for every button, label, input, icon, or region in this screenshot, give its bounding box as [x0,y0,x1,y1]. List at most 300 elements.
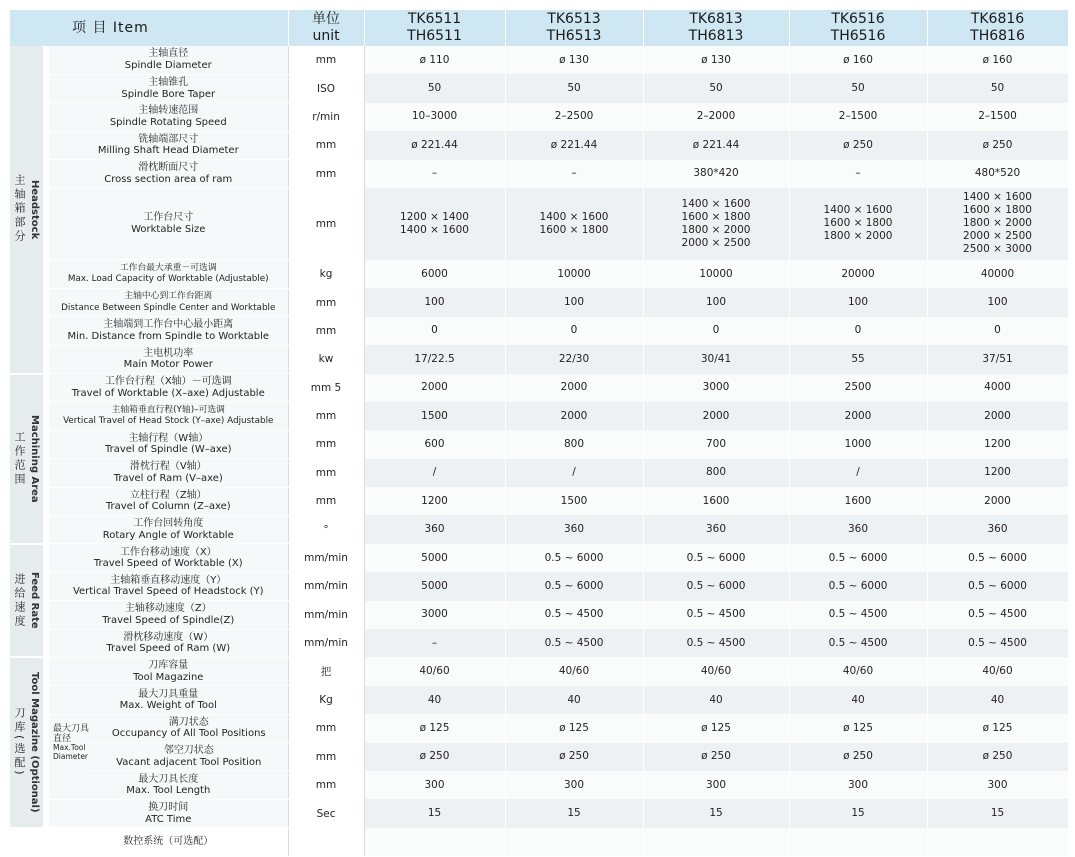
value-cell: 300 [364,771,505,799]
row-unit: mm [288,188,364,260]
value-cell: 1200 [364,487,505,515]
row-unit: Sec [288,799,364,827]
row-label-cn: 主轴端到工作台中心最小距离 [103,319,234,331]
value-line: 1600 × 1800 [539,223,609,236]
value-cell: ø 125 [789,714,927,742]
row-unit: mm [288,714,364,742]
value-cell: 40 [789,686,927,714]
value-cell: ø 130 [643,46,789,74]
value-cell: 1600 [643,487,789,515]
value-line: 1400 × 1600 [681,197,751,210]
value-cell: 100 [364,288,505,316]
row-label [46,288,288,316]
row-label-en: Occupancy of All Tool Positions [111,728,266,740]
spec-row [10,771,1068,799]
group-label-cn: 刀库(选配) [13,707,26,778]
row-label-en: ATC Time [145,813,192,825]
value-cell: ø 221.44 [364,131,505,159]
row-unit: mm [288,743,364,771]
value-cell: 1600 [789,487,927,515]
row-label [46,686,288,714]
row-label-cn: 邻空刀状态 [163,745,214,757]
model-code: TK6516 [831,11,885,27]
row-unit: mm [288,771,364,799]
row-label-en: Vertical Travel of Head Stock (Y–axe) Adjustable [63,416,274,427]
row-unit: mm [288,459,364,487]
value-cell [505,188,643,260]
spec-row [10,46,1068,74]
group-label [10,415,43,503]
spec-row [10,288,1068,316]
value-cell: 0.5 ~ 6000 [643,544,789,572]
row-unit: 把 [288,657,364,685]
row-unit: mm [288,46,364,74]
value-cell: – [789,160,927,188]
value-cell: ø 130 [505,46,643,74]
value-line: 1600 × 1800 [681,210,751,223]
row-label-en: Min. Distance from Spindle to Worktable [67,330,270,342]
row-label [46,402,288,430]
spec-row [10,487,1068,515]
row-label-en: Vertical Travel Speed of Headstock (Y) [72,586,264,598]
spec-table [10,10,1069,857]
value-line: 1400 × 1600 [400,223,469,236]
value-cell: – [364,160,505,188]
value-cell: 15 [505,799,643,827]
value-cell: 300 [927,771,1068,799]
row-unit: mm 5 [288,374,364,402]
group-label-cn: 进给速度 [13,572,26,629]
model-code: TH6816 [970,28,1025,44]
row-unit: mm [288,487,364,515]
value-cell: 40/60 [643,657,789,685]
header-row [10,10,1068,46]
model-code: TH6513 [546,28,602,44]
row-label-en: Travel of Column (Z–axe) [105,501,231,513]
spec-row [10,459,1068,487]
value-cell [927,828,1068,856]
value-cell: 2000 [505,374,643,402]
row-label [46,771,288,799]
value-cell: 0.5 ~ 4500 [927,601,1068,629]
model-header [789,10,927,46]
spec-row [10,345,1068,373]
model-header [505,10,643,46]
spec-row [10,686,1068,714]
row-label-en: Spindle Bore Taper [121,88,216,100]
model-code: TK6513 [547,11,601,27]
value-cell: ø 250 [643,743,789,771]
value-cell: 15 [927,799,1068,827]
value-cell: 0.5 ~ 6000 [927,572,1068,600]
row-label [46,544,288,572]
row-unit: mm [288,288,364,316]
row-label-cn: 主轴移动速度（Z） [124,603,212,615]
row-label-cn: 工作台行程（X轴）－可选调 [104,376,232,388]
spec-row [10,714,1068,742]
row-label-cn: 滑枕行程（V轴） [129,461,207,473]
value-cell: / [789,459,927,487]
row-label-cn: 主轴转速范围 [138,105,199,117]
value-cell: 50 [364,74,505,102]
row-label-cn: 刀库容量 [148,660,189,672]
row-label-cn: 工作台最大承重－可选调 [119,262,217,273]
row-label-en: Spindle Diameter [124,59,212,71]
value-cell: 17/22.5 [364,345,505,373]
value-cell: ø 110 [364,46,505,74]
value-cell: 2000 [789,402,927,430]
value-cell: ø 125 [927,714,1068,742]
row-label-cn: 工作台移动速度（X） [119,546,217,558]
row-label-cn: 主轴箱垂直行程(Y轴)–可选调 [111,404,225,415]
spec-row [10,544,1068,572]
value-cell: 15 [364,799,505,827]
value-cell: 0 [789,317,927,345]
value-cell: 0.5 ~ 6000 [927,544,1068,572]
model-code: TH6511 [407,28,462,44]
value-cell: 40 [505,686,643,714]
value-cell: 3000 [364,601,505,629]
value-cell: 2–1500 [789,103,927,131]
row-label-en: Main Motor Power [123,359,213,371]
row-unit [288,828,364,856]
value-cell [364,828,505,856]
row-label-cn: 最大刀具长度 [138,773,199,785]
row-label-cn: 立柱行程（Z轴） [129,489,207,501]
row-unit: Kg [288,686,364,714]
row-unit: mm/min [288,629,364,657]
value-cell [364,188,505,260]
row-label [46,430,288,458]
model-code: TH6813 [688,28,744,44]
group-tool [10,657,46,827]
value-cell: 360 [927,515,1068,543]
group-label-cn: 主轴箱部分 [13,174,26,245]
row-label [46,459,288,487]
value-cell: 360 [364,515,505,543]
value-cell: 50 [643,74,789,102]
value-cell: 22/30 [505,345,643,373]
value-cell: 20000 [789,260,927,288]
row-label [46,487,288,515]
value-cell: 1000 [789,430,927,458]
value-cell: 2500 [789,374,927,402]
value-line: 2000 × 2500 [963,230,1032,243]
value-cell: 0 [643,317,789,345]
value-cell: 10–3000 [364,103,505,131]
value-cell: 360 [643,515,789,543]
row-unit: r/min [288,103,364,131]
row-label-cn: 换刀时间 [148,802,189,814]
value-cell: ø 160 [927,46,1068,74]
value-cell: 1200 [927,459,1068,487]
row-label-en: Travel Speed of Worktable (X) [93,558,243,570]
row-label-en: Max. Weight of Tool [119,700,217,711]
value-cell: 0.5 ~ 6000 [505,572,643,600]
value-line: 1600 × 1800 [963,204,1032,217]
row-unit: mm/min [288,601,364,629]
value-line: 1600 × 1800 [823,217,893,230]
value-cell: 2000 [927,487,1068,515]
group-machining [10,374,46,544]
spec-body [10,46,1068,856]
group-headstock [10,46,46,374]
row-label-cn: 主轴直径 [148,48,189,60]
row-label-en: Travel of Spindle (W–axe) [104,444,232,456]
value-cell: 1500 [505,487,643,515]
value-cell: 2–2000 [643,103,789,131]
spec-row [10,374,1068,402]
value-cell: 2–2500 [505,103,643,131]
value-cell: 800 [643,459,789,487]
value-cell: 4000 [927,374,1068,402]
group-blank [10,828,46,856]
row-label-en: Vacant adjacent Tool Position [116,756,262,768]
value-cell: 2000 [643,402,789,430]
value-cell: 1500 [364,402,505,430]
value-cell: 0.5 ~ 4500 [505,629,643,657]
value-cell: 50 [505,74,643,102]
group-label [10,572,43,629]
row-label [46,374,288,402]
row-unit: kg [288,260,364,288]
row-label-en: Travel of Ram (V–axe) [113,472,223,484]
value-cell: 2000 [505,402,643,430]
row-unit: kw [288,345,364,373]
group-label-en: Machining Area [29,414,40,503]
value-cell: ø 125 [505,714,643,742]
value-cell: 0.5 ~ 4500 [789,601,927,629]
group-label-en: Tool Magazine (Optional) [29,672,40,813]
value-cell: 40000 [927,260,1068,288]
spec-row [10,74,1068,102]
spec-row [10,402,1068,430]
row-label [46,657,288,685]
value-cell [927,188,1068,260]
value-cell: ø 250 [364,743,505,771]
value-cell: 0 [364,317,505,345]
spec-row [10,657,1068,685]
spec-row [10,317,1068,345]
row-label-en: Cross section area of ram [104,173,233,185]
value-line: 2500 × 3000 [963,243,1032,256]
value-line: 1400 × 1600 [963,191,1032,204]
row-unit: mm [288,317,364,345]
spec-row [10,799,1068,827]
row-label-cn: 主轴行程（W轴） [128,432,209,444]
value-line: 2000 × 2500 [681,236,751,249]
value-cell: 50 [789,74,927,102]
row-label-cn: 工作台尺寸 [143,212,194,224]
row-label [46,828,288,856]
row-unit: mm [288,131,364,159]
value-cell [643,188,789,260]
spec-row [10,572,1068,600]
row-label-en: Spindle Rotating Speed [109,116,227,128]
spec-row [10,260,1068,288]
value-cell: 100 [505,288,643,316]
spec-row [10,430,1068,458]
row-label-cn: 主轴箱垂直移动速度（Y） [110,574,227,586]
spec-row [10,160,1068,188]
spec-row [10,188,1068,260]
value-cell: 50 [927,74,1068,102]
row-label-cn: 滑枕断面尺寸 [138,162,199,174]
value-cell: 5000 [364,544,505,572]
value-line: 1200 × 1400 [400,210,469,223]
value-cell: 10000 [643,260,789,288]
row-label-en: Tool Magazine [133,671,204,683]
value-cell: 0.5 ~ 4500 [505,601,643,629]
value-cell: ø 160 [789,46,927,74]
row-label-cn: 满刀状态 [168,716,209,728]
value-cell: ø 221.44 [505,131,643,159]
value-cell: 15 [643,799,789,827]
row-label-en: Worktable Size [131,223,206,235]
value-cell: 40 [643,686,789,714]
row-label [46,317,288,345]
value-cell: ø 250 [927,743,1068,771]
row-label [90,714,288,742]
sublabel-cn: 最大刀具直径 [53,724,90,745]
row-label-en: Travel Speed of Ram (W) [106,643,231,655]
value-cell: / [364,459,505,487]
value-cell: 100 [789,288,927,316]
row-label-cn: 工作台回转角度 [133,518,204,530]
value-cell: 0.5 ~ 6000 [789,544,927,572]
spec-row [10,131,1068,159]
value-cell: 6000 [364,260,505,288]
value-cell: 800 [505,430,643,458]
group-label-cn: 工作范围 [13,430,26,487]
value-cell: 40 [927,686,1068,714]
model-header [927,10,1068,46]
group-label-en: Headstock [29,179,40,239]
value-cell: 40 [364,686,505,714]
value-cell: 2000 [364,374,505,402]
value-cell: 300 [643,771,789,799]
value-cell: / [505,459,643,487]
value-line: 1800 × 2000 [963,217,1032,230]
row-label [46,601,288,629]
spec-row [10,103,1068,131]
value-cell: 600 [364,430,505,458]
row-label-cn: 数控系统（可选配） [123,836,214,848]
unit-header [288,10,364,46]
value-cell: 37/51 [927,345,1068,373]
value-cell: 30/41 [643,345,789,373]
value-cell: 0.5 ~ 4500 [789,629,927,657]
value-line: 1800 × 2000 [681,223,751,236]
value-cell: 100 [927,288,1068,316]
value-line: 1400 × 1600 [823,204,893,217]
row-label-cn: 铣轴端部尺寸 [138,133,199,145]
value-cell: ø 221.44 [643,131,789,159]
value-cell: 15 [789,799,927,827]
value-cell: 40/60 [505,657,643,685]
value-cell: 360 [505,515,643,543]
spec-row [10,828,1068,856]
value-cell [789,188,927,260]
group-label [10,174,43,244]
value-cell: 2–1500 [927,103,1068,131]
row-label-en: Travel Speed of Spindle(Z) [102,614,235,626]
row-unit: mm [288,402,364,430]
row-label-en: Rotary Angle of Worktable [102,529,234,541]
row-unit: ° [288,515,364,543]
row-label [46,160,288,188]
row-unit: mm [288,430,364,458]
value-line: 1800 × 2000 [823,230,893,243]
unit-header-en: unit [312,28,340,44]
value-cell [789,828,927,856]
value-cell: ø 125 [643,714,789,742]
value-cell: ø 250 [789,743,927,771]
value-cell: 0 [505,317,643,345]
value-cell: 5000 [364,572,505,600]
value-cell: ø 125 [364,714,505,742]
value-cell: 300 [505,771,643,799]
row-label-en: Milling Shaft Head Diameter [97,145,239,157]
row-label [46,572,288,600]
item-header: 项 目 Item [10,10,288,46]
value-cell: 0.5 ~ 6000 [789,572,927,600]
value-cell: ø 250 [789,131,927,159]
row-label [46,188,288,260]
group-feed [10,544,46,658]
value-cell: – [364,629,505,657]
value-cell: ø 250 [927,131,1068,159]
value-cell: 1200 [927,430,1068,458]
row-label-en: Max. Tool Length [126,785,211,797]
row-label [90,743,288,771]
row-label-en: Distance Between Spindle Center and Worktable [61,302,276,313]
value-cell: 700 [643,430,789,458]
value-cell: 380*420 [643,160,789,188]
row-label [46,103,288,131]
value-cell [643,828,789,856]
row-unit: ISO [288,74,364,102]
spec-row [10,629,1068,657]
row-unit: mm [288,160,364,188]
row-label-cn: 主电机功率 [143,347,194,359]
row-label-cn: 最大刀具重量 [138,688,199,700]
model-header [643,10,789,46]
row-label [46,515,288,543]
spec-row [10,743,1068,771]
value-cell: 100 [643,288,789,316]
value-cell: 40/60 [789,657,927,685]
value-cell: – [505,160,643,188]
row-label-cn: 主轴锥孔 [148,77,189,89]
value-cell: 0.5 ~ 6000 [643,572,789,600]
row-label [46,629,288,657]
value-cell: 300 [789,771,927,799]
row-label [46,345,288,373]
value-cell: 2000 [927,402,1068,430]
unit-header-cn: 单位 [312,11,341,27]
row-label-en: Max. Load Capacity of Worktable (Adjustable) [67,274,269,285]
tool-diameter-sublabel [46,714,90,771]
row-label [46,74,288,102]
value-cell: 3000 [643,374,789,402]
value-cell: 0.5 ~ 6000 [505,544,643,572]
model-header [364,10,505,46]
sublabel-en: Max.Tool Diameter [53,743,89,761]
model-code: TK6511 [407,11,462,27]
value-cell: 0.5 ~ 4500 [643,601,789,629]
row-unit: mm/min [288,544,364,572]
